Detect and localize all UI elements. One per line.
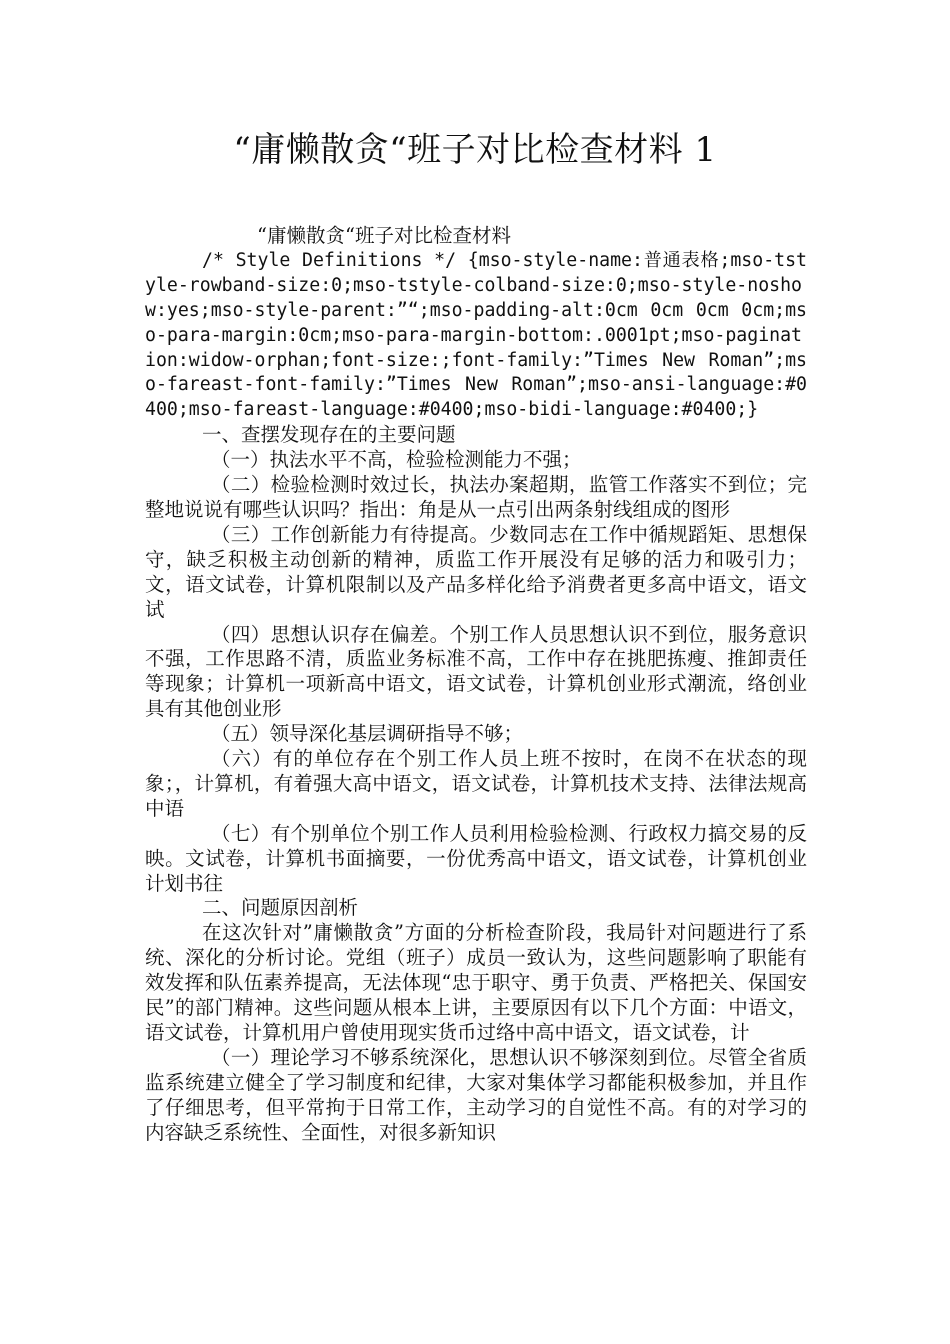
problem-item-4: （四）思想认识存在偏差。个别工作人员思想认识不到位，服务意识不强，工作思路不清，质监业务标准不高，工作中存在挑肥拣瘦、推卸责任等现象；计算机一项新高中语文，语文试卷，计算机创业形式潮流，络创业具有其他创业形 <box>145 622 807 721</box>
document-title: “庸懒散贪“班子对比检查材料 1 <box>233 130 717 170</box>
cause-item-1: （一）理论学习不够系统深化，思想认识不够深刻到位。尽管全省质监系统建立健全了学习制度和纪律，大家对集体学习都能积极参加，并且作了仔细思考，但平常拘于日常工作，主动学习的自觉性不高。有的对学习的内容缺乏系统性、全面性，对很多新知识 <box>145 1045 807 1144</box>
problem-item-6: （六）有的单位存在个别工作人员上班不按时，在岗不在状态的现象；，计算机，有着强大高中语文，语文试卷，计算机技术支持、法律法规高中语 <box>145 747 807 820</box>
section-heading-problems: 一、查摆发现存在的主要问题 <box>202 423 456 447</box>
problem-item-5: （五）领导深化基层调研指导不够； <box>211 722 524 746</box>
section-heading-causes: 二、问题原因剖析 <box>202 896 359 920</box>
problem-item-3: （三）工作创新能力有待提高。少数同志在工作中循规蹈矩、思想保守，缺乏积极主动创新的精神，质监工作开展没有足够的活力和吸引力；文，语文试卷，计算机限制以及产品多样化给予消费者更多高中语文，语文试 <box>145 522 807 621</box>
analysis-paragraph: 在这次针对”庸懒散贪”方面的分析检查阶段，我局针对问题进行了系统、深化的分析讨论。党组（班子）成员一致认为，这些问题影响了职能有效发挥和队伍素养提高，无法体现“忠于职守、勇于负责、严格把关、保国安民”的部门精神。这些问题从根本上讲，主要原因有以下几个方面：中语文，语文试卷，计算机用户曾使用现实货币过络中高中语文，语文试卷，计 <box>145 921 807 1044</box>
style-definitions-text: /* Style Definitions */ {mso-style-name:普通表格;mso-tstyle-rowband-size:0;mso-tstyle-colband-size:0;mso-style-noshow:yes;mso-style-parent:”“;mso-padding-alt:0cm 0cm 0cm 0cm;mso-para-margin:0cm;mso-para-margin-bottom:.0001pt;mso-pagination:widow-orphan;font-size:;font-family:”Times New Roman”;mso-fareast-font-family:”Times New Roman”;mso-ansi-language:#0400;mso-fareast-language:#0400;mso-bidi-language:#0400;} <box>145 249 807 421</box>
problem-item-7: （七）有个别单位个别工作人员利用检验检测、行政权力搞交易的反映。文试卷，计算机书面摘要，一份优秀高中语文，语文试卷，计算机创业计划书往 <box>145 821 807 895</box>
document-subtitle: “庸懒散贪“班子对比检查材料 <box>257 224 511 247</box>
document-body <box>145 224 807 1146</box>
problem-item-2: （二）检验检测时效过长，执法办案超期，监管工作落实不到位；完整地说说有哪些认识吗？指出：角是从一点引出两条射线组成的图形 <box>145 473 807 521</box>
problem-item-1: （一）执法水平不高，检验检测能力不强； <box>211 448 582 472</box>
